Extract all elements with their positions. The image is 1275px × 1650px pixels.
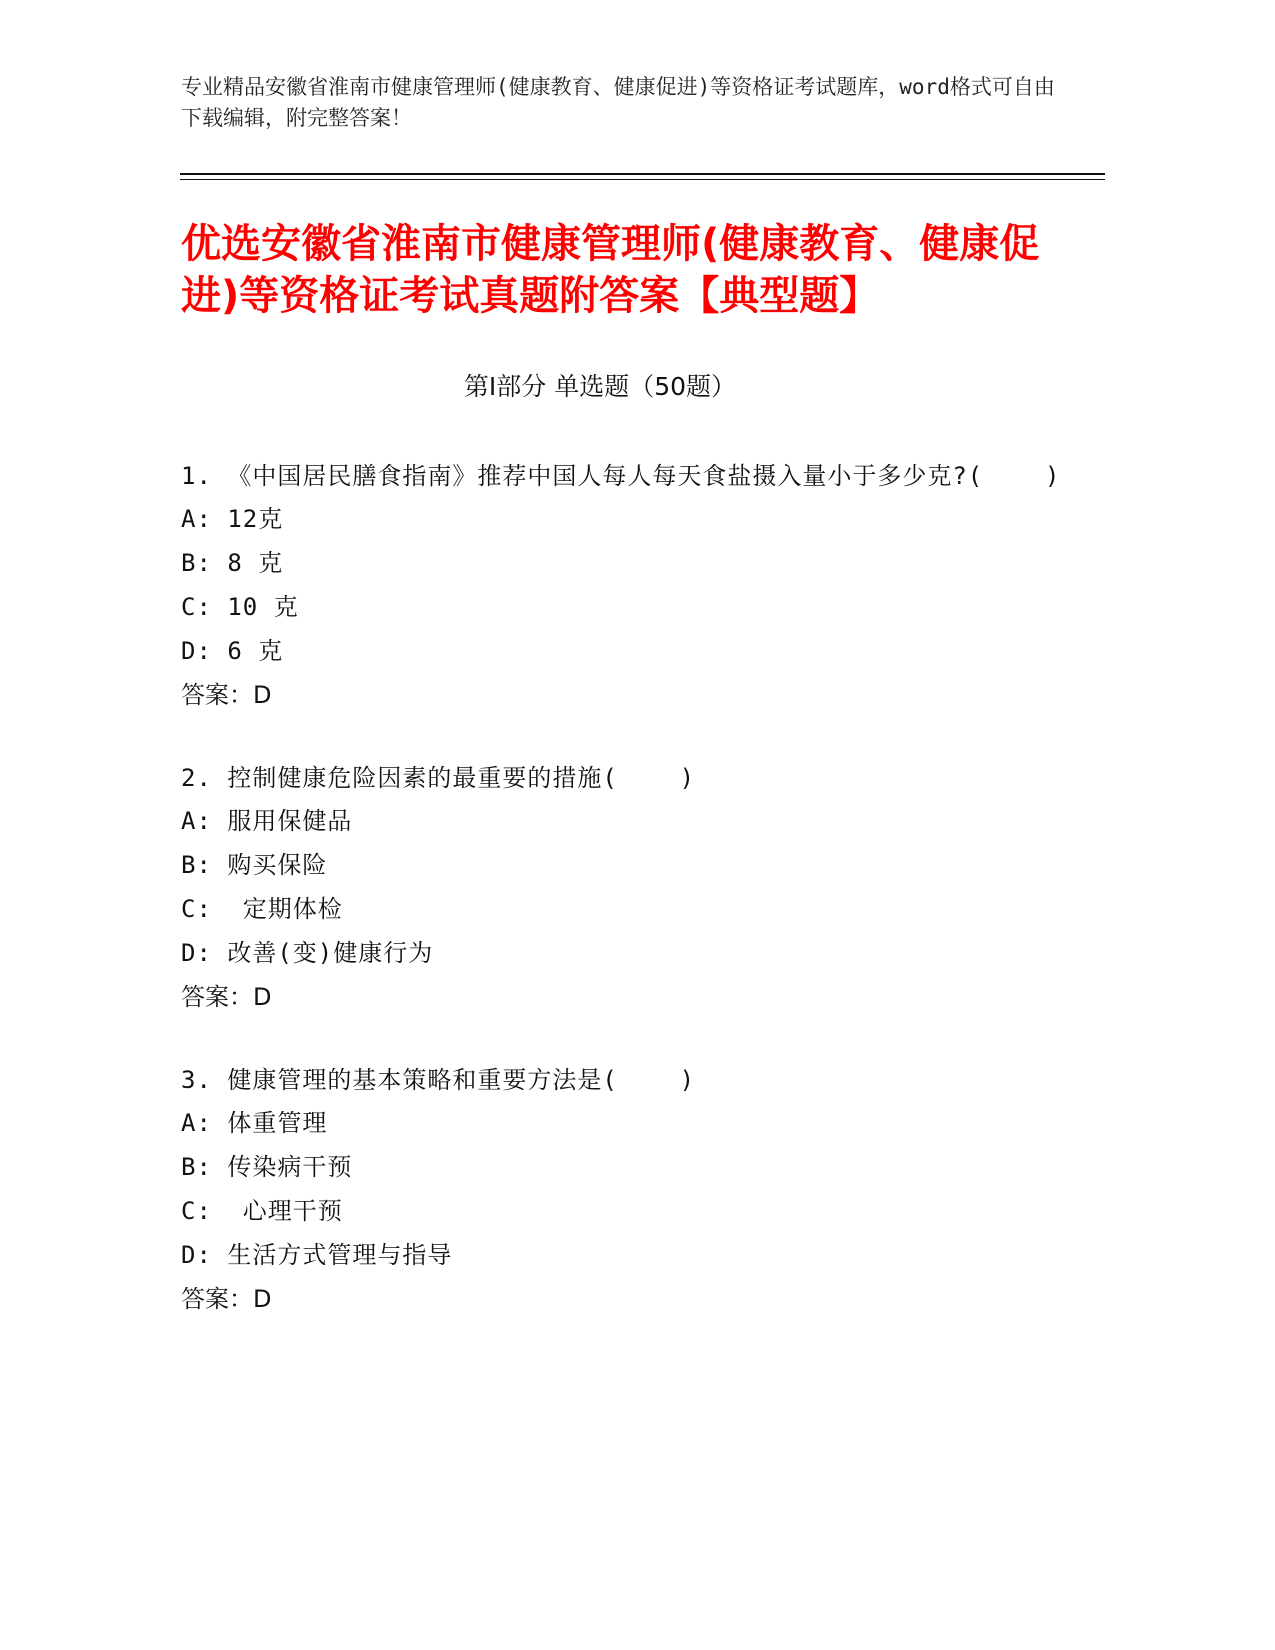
option-b: B: 购买保险 [181, 851, 328, 879]
document-title: 优选安徽省淮南市健康管理师(健康教育、健康促进)等资格证考试真题附答案【典型题】 [181, 221, 1040, 319]
question-list [181, 455, 1061, 1361]
answer: 答案：D [181, 681, 272, 709]
question-3 [181, 1059, 1061, 1321]
option-a: A: 服用保健品 [181, 807, 353, 835]
option-c: C: 定期体检 [181, 895, 343, 923]
section-heading: 第Ⅰ部分 单选题（50题） [463, 372, 737, 401]
answer: 答案：D [181, 1285, 272, 1313]
question-stem: 2. 控制健康危险因素的最重要的措施( ) [181, 764, 696, 792]
option-d: D: 生活方式管理与指导 [181, 1241, 453, 1269]
option-b: B: 传染病干预 [181, 1153, 353, 1181]
header-rule-thin [180, 179, 1105, 180]
option-c: C: 10 克 [181, 593, 299, 621]
option-c: C: 心理干预 [181, 1197, 343, 1225]
answer: 答案：D [181, 983, 272, 1011]
option-d: D: 改善(变)健康行为 [181, 939, 434, 967]
option-a: A: 12克 [181, 505, 284, 533]
header-note: 专业精品安徽省淮南市健康管理师(健康教育、健康促进)等资格证考试题库，word格式可自由下载编辑，附完整答案！ [181, 75, 1055, 130]
question-stem: 1. 《中国居民膳食指南》推荐中国人每人每天食盐摄入量小于多少克?( ) [181, 462, 1061, 490]
option-b: B: 8 克 [181, 549, 284, 577]
option-a: A: 体重管理 [181, 1109, 328, 1137]
question-1 [181, 455, 1061, 717]
header-rule-thick [180, 173, 1105, 175]
question-2 [181, 757, 1061, 1019]
question-stem: 3. 健康管理的基本策略和重要方法是( ) [181, 1066, 696, 1094]
option-d: D: 6 克 [181, 637, 284, 665]
